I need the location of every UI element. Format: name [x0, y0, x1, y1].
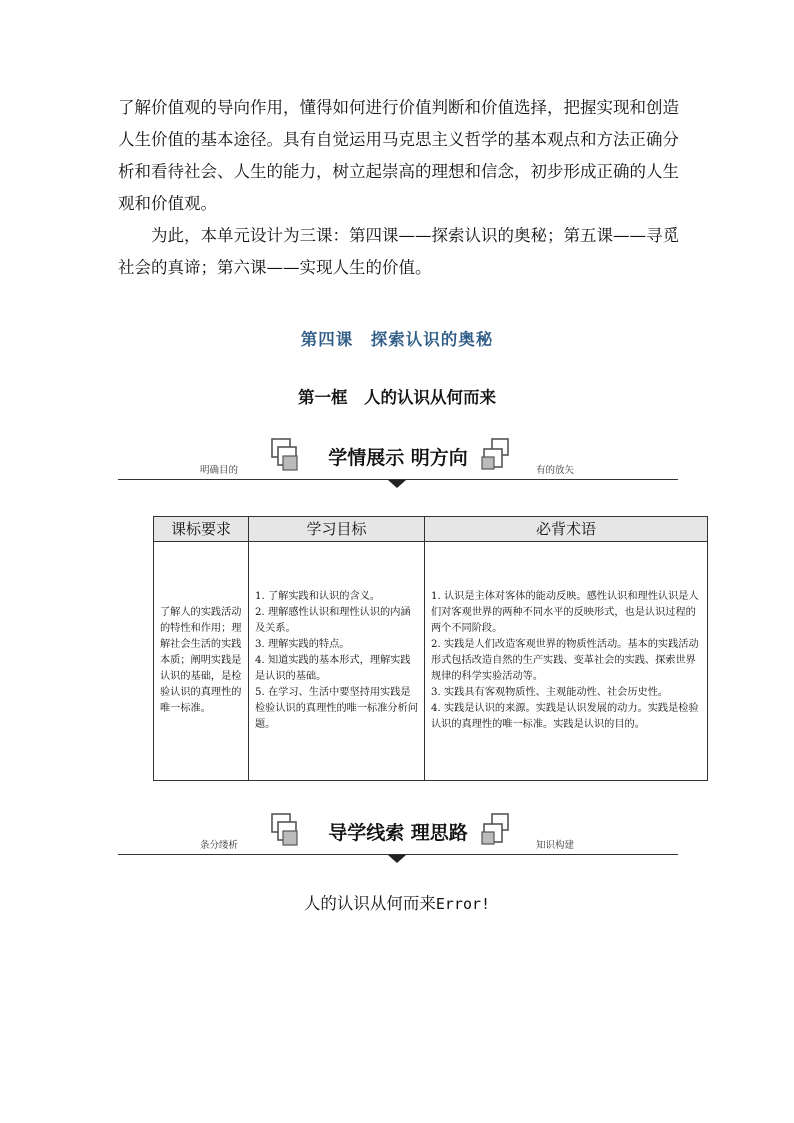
header-goals: 学习目标: [249, 517, 425, 542]
goal-item: 1. 了解实践和认识的含义。: [255, 591, 381, 602]
goal-item: 4. 知道实践的基本形式，理解实践是认识的基础。: [255, 655, 411, 682]
triangle-down-icon: [388, 480, 406, 488]
intro-paragraph-1: 了解价值观的导向作用，懂得如何进行价值判断和价值选择，把握实现和创造人生价值的基本途径。具有自觉运用马克思主义哲学的基本观点和方法正确分析和看待社会、人生的能力，树立起崇高的理想和信念，初步形成正确的人生观和价值观。: [118, 98, 679, 213]
header-curriculum: 课标要求: [154, 517, 249, 542]
banner-title: 学情展示 明方向: [328, 447, 468, 469]
term-item: 2. 实践是人们改造客观世界的物质性活动。基本的实践活动形式包括改造自然的生产实践、变革社会的实践、探索世界规律的科学实验活动等。: [431, 639, 699, 682]
banner-title: 导学线索 理思路: [328, 822, 468, 844]
requirements-table: [153, 516, 708, 781]
header-terms: 必背术语: [425, 517, 708, 542]
triangle-down-icon: [388, 855, 406, 863]
banner-study-situation: [118, 437, 678, 492]
section-title: 第一框 人的认识从何而来: [298, 388, 496, 407]
goal-item: 3. 理解实践的特点。: [255, 639, 350, 650]
banner-right-note: 有的放矢: [536, 465, 575, 476]
goal-item: 2. 理解感性认识和理性认识的内涵及关系。: [255, 607, 411, 634]
term-item: 3. 实践具有客观物质性、主观能动性、社会历史性。: [431, 687, 669, 698]
banner-left-note: 条分缕析: [200, 840, 239, 851]
cell-terms: [425, 542, 708, 781]
term-item: 4. 实践是认识的来源。实践是认识发展的动力。实践是检验认识的真理性的唯一标准。实践是认识的目的。: [431, 703, 699, 730]
banner-left-note: 明确目的: [200, 465, 239, 476]
cell-goals: [249, 542, 425, 781]
term-item: 1. 认识是主体对客体的能动反映。感性认识和理性认识是人们对客观世界的两种不同水平的反映形式，也是认识过程的两个不同阶段。: [431, 591, 699, 634]
table-row: [154, 542, 708, 781]
table-header-row: [154, 517, 708, 542]
cell-curriculum: 了解人的实践活动的特性和作用；理解社会生活的实践本质；阐明实践是认识的基础，是检验认识的真理性的唯一标准。: [154, 542, 249, 781]
final-line-text: 人的认识从何而来: [303, 894, 436, 913]
squares-deco-icon: [480, 812, 512, 848]
lesson-title: 第四课 探索认识的奥秘: [300, 330, 494, 349]
error-text: Error!: [435, 895, 491, 913]
squares-deco-icon: [480, 437, 512, 473]
intro-paragraph-2: 为此，本单元设计为三课：第四课——探索认识的奥秘；第五课——寻觅社会的真谛；第六课——实现人生的价值。: [118, 226, 679, 277]
banner-right-note: 知识构建: [536, 840, 575, 851]
banner-study-clues: [118, 812, 678, 867]
goal-item: 5. 在学习、生活中要坚持用实践是检验认识的真理性的唯一标准分析问题。: [255, 687, 418, 730]
final-line: [0, 890, 794, 914]
